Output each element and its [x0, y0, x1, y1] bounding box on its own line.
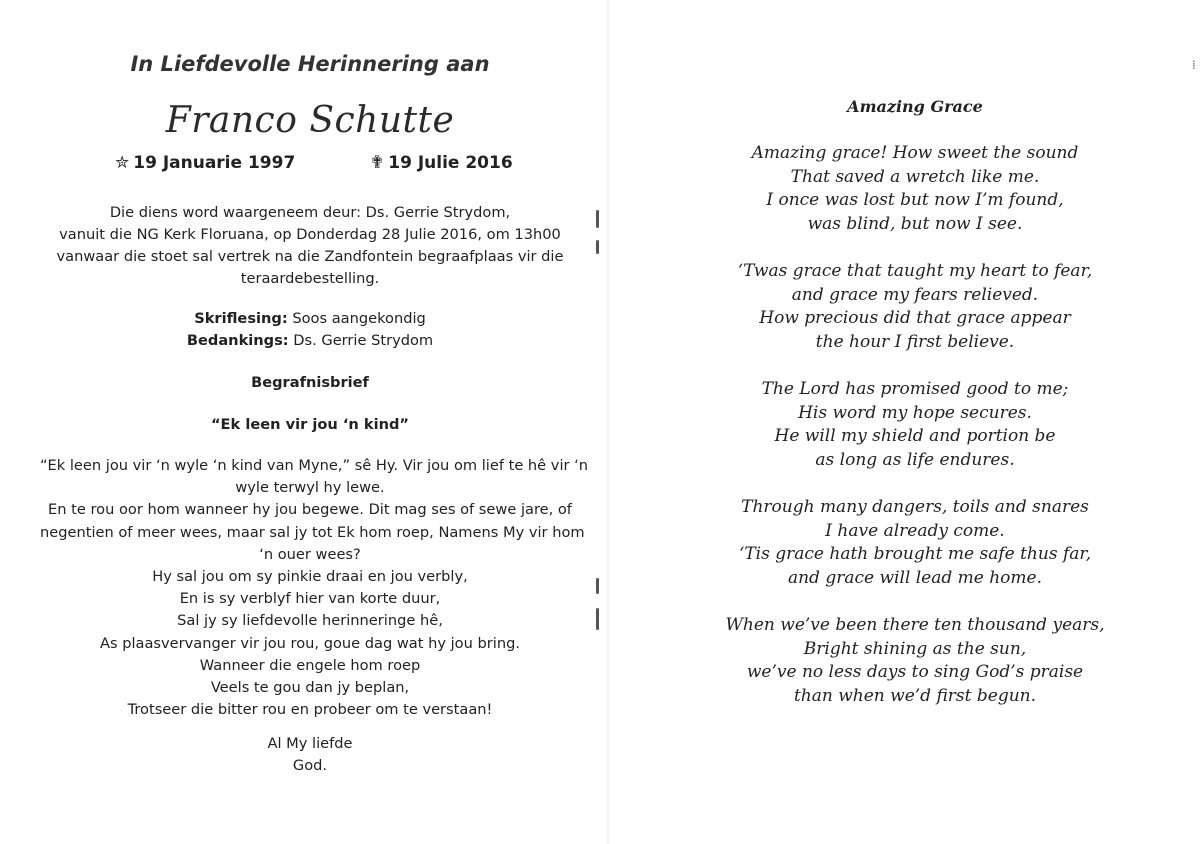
letter-line: En te rou oor hom wanneer hy jou begewe. Dit mag ses of sewe jare, of: [48, 501, 572, 519]
letter-line: negentien of meer wees, maar sal jy tot Ek hom roep, Namens My vir hom: [40, 523, 585, 541]
birth-date: [115, 153, 295, 173]
service-line: vanuit die NG Kerk Floruana, op Donderdag 28 Julie 2016, om 13h00: [59, 226, 561, 243]
hymn-line: we’ve no less days to sing God’s praise: [746, 662, 1084, 683]
scripture-reading: [40, 308, 580, 330]
hymn-line: He will my shield and portion be: [774, 426, 1056, 447]
letter-line: ‘n ouer wees?: [259, 545, 361, 563]
hymn-line: I once was lost but now I’m found,: [766, 190, 1064, 211]
letter-line: wyle terwyl hy lewe.: [235, 479, 385, 497]
thanks-label: Bedankings:: [186, 332, 289, 349]
thanks-value: Ds. Gerrie Strydom: [293, 332, 434, 349]
letter-line: “Ek leen jou vir ‘n wyle ‘n kind van Myne,” sê Hy. Vir jou om lief te hê vir ‘n: [40, 457, 589, 474]
service-line: Die diens word waargeneem deur: Ds. Gerrie Strydom,: [109, 204, 511, 221]
hymn-line: as long as life endures.: [815, 449, 1015, 470]
hymn-line: and grace will lead me home.: [787, 567, 1043, 588]
service-line: teraardebestelling.: [240, 270, 380, 287]
hymn-line: Amazing grace! How sweet the sound: [751, 143, 1079, 163]
staple-mark: [596, 608, 599, 630]
hymn-line: and grace my fears relieved.: [791, 284, 1039, 305]
birth-date-text: 19 Januarie 1997: [133, 153, 296, 173]
hymn-line: I have already come.: [825, 520, 1005, 541]
letter-line: Hy sal jou om sy pinkie draai en jou verbly,: [152, 568, 468, 586]
right-page: [610, 0, 1200, 844]
deceased-name: Franco Schutte: [165, 100, 455, 141]
cross-icon: ✟: [370, 153, 385, 173]
service-details: [40, 202, 580, 290]
hymn-line: How precious did that grace appear: [759, 308, 1071, 329]
hymn-line: That saved a wretch like me.: [790, 166, 1040, 187]
letter-line: Trotseer die bitter rou en probeer om te verstaan!: [127, 701, 493, 719]
hymn-stanza: [680, 496, 1150, 590]
star-icon: ✮: [115, 153, 130, 173]
hymn-line: was blind, but now I see.: [807, 213, 1023, 234]
scripture-label: Skriflesing:: [194, 310, 288, 327]
staple-mark: [596, 578, 599, 594]
hymn-line: When we’ve been there ten thousand years,: [725, 615, 1105, 635]
signoff-line: God.: [292, 757, 328, 774]
letter-line: Sal jy sy liefdevolle herinneringe hê,: [177, 612, 443, 630]
edge-speck: ⁞: [1192, 58, 1196, 72]
hymn-line: than when we’d first begun.: [793, 685, 1037, 706]
hymn-line: The Lord has promised good to me;: [761, 379, 1069, 399]
letter-signoff: [40, 733, 580, 777]
hymn-stanza: [680, 614, 1150, 708]
hymn-line: ‘Twas grace that taught my heart to fear,: [737, 261, 1093, 281]
hymn-stanza: [680, 260, 1150, 354]
hymn-line: the hour I first believe.: [815, 331, 1015, 352]
letter-line: Wanneer die engele hom roep: [199, 656, 421, 674]
hymn-line: His word my hope secures.: [798, 402, 1032, 423]
letter-body: [40, 455, 589, 721]
service-roles: [40, 308, 580, 352]
hymn-line: ‘Tis grace hath brought me safe thus far,: [738, 544, 1092, 565]
hymn-line: Bright shining as the sun,: [803, 638, 1027, 659]
letter-title: Begrafnisbrief: [251, 374, 369, 391]
staple-mark: [596, 210, 599, 228]
staple-mark: [596, 240, 599, 254]
death-date: [370, 153, 513, 173]
memorial-heading: In Liefdevolle Herinnering aan: [130, 52, 490, 76]
signoff-line: Al My liefde: [267, 735, 353, 752]
hymn-stanza: [680, 378, 1150, 472]
letter-line: As plaasvervanger vir jou rou, goue dag wat hy jou bring.: [100, 634, 520, 652]
thanks: [40, 330, 580, 352]
scripture-value: Soos aangekondig: [292, 310, 426, 327]
death-date-text: 19 Julie 2016: [388, 153, 513, 173]
hymn-line: Through many dangers, toils and snares: [741, 497, 1089, 517]
hymn-title: Amazing Grace: [847, 97, 983, 116]
hymn-stanza: [680, 142, 1150, 236]
letter-line: En is sy verblyf hier van korte duur,: [179, 590, 441, 608]
letter-line: Veels te gou dan jy beplan,: [210, 679, 410, 697]
letter-subtitle: “Ek leen vir jou ‘n kind”: [210, 416, 410, 433]
service-line: vanwaar die stoet sal vertrek na die Zandfontein begraafplaas vir die: [56, 248, 564, 265]
